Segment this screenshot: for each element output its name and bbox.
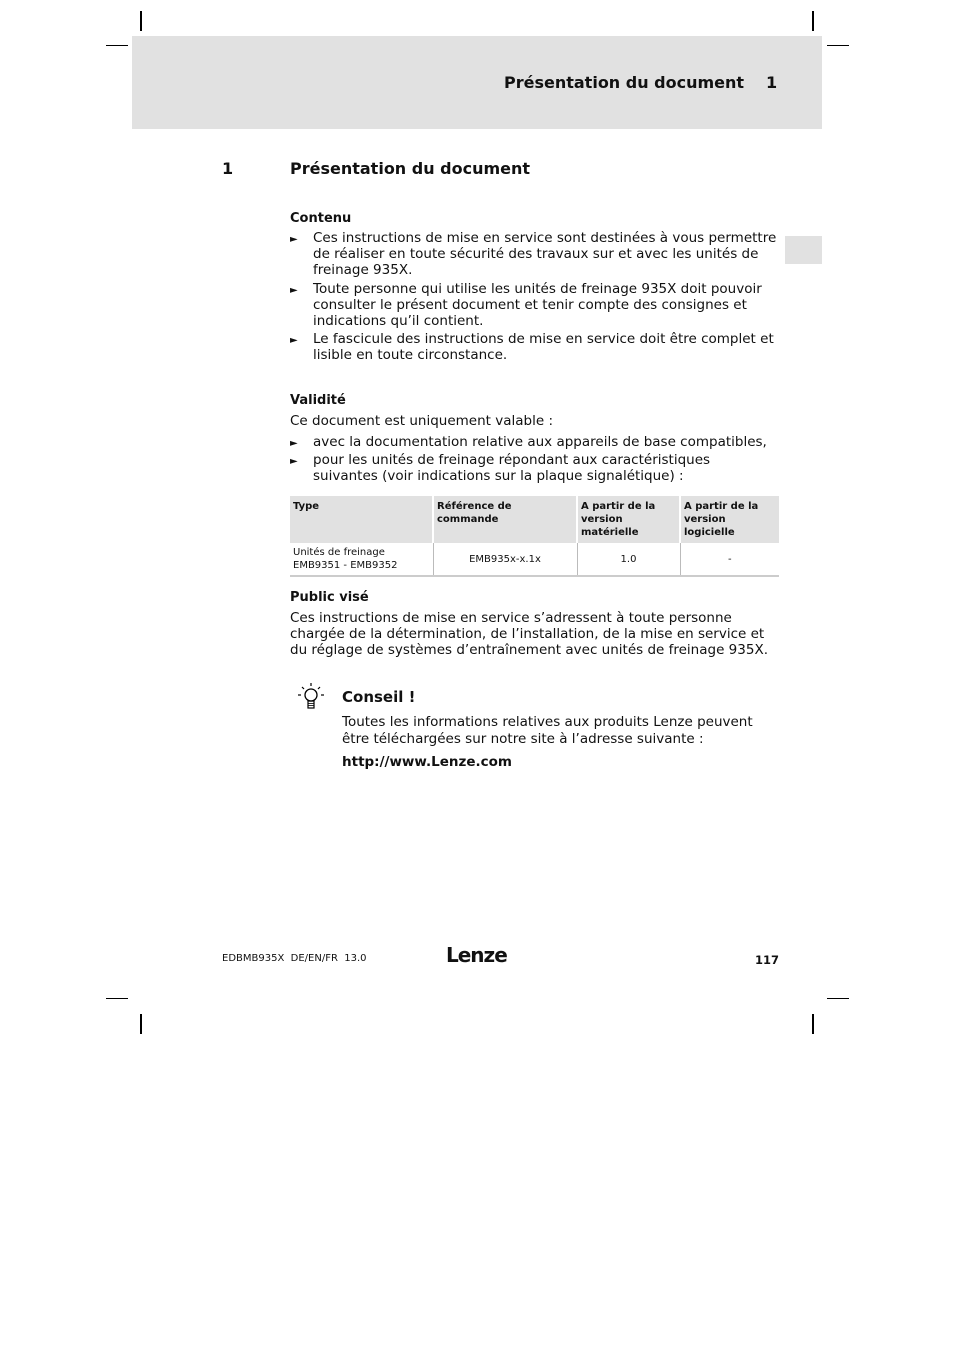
lenze-logo: Lenze (446, 943, 507, 967)
validite-intro: Ce document est uniquement valable : (290, 413, 553, 429)
tip-url-link[interactable]: http://www.Lenze.com (342, 754, 512, 770)
lightbulb-icon (296, 682, 326, 712)
tip-title: Conseil ! (342, 688, 416, 706)
bullet-arrow-icon: ► (290, 438, 298, 449)
bullet-text: pour les unités de freinage répondant aux caractéristiques suivantes (voir indications sur la plaque signalétique) : (313, 452, 711, 484)
chapter-tab (785, 236, 822, 264)
crop-mark (827, 45, 849, 46)
cell-hw-version: 1.0 (577, 543, 680, 576)
bullet-arrow-icon: ► (290, 335, 298, 346)
table-header-row (290, 496, 779, 543)
validite-heading: Validité (290, 393, 346, 408)
column-header-hw-version: A partir de la version matérielle (577, 496, 680, 543)
section-number: 1 (222, 159, 234, 178)
bullet-text: Ces instructions de mise en service sont destinées à vous permettre de réaliser en toute sécurité des travaux sur et avec les unités de freinage 935X. (313, 230, 777, 278)
public-text: Ces instructions de mise en service s’adressent à toute personne chargée de la détermination, de l’installation, de la mise en service et du réglage de systèmes d’entraînement avec unités de freinage 935X. (290, 610, 768, 658)
crop-mark (140, 11, 142, 31)
cell-sw-version: - (680, 543, 779, 576)
list-item (290, 230, 780, 278)
crop-mark (827, 998, 849, 999)
bullet-text: avec la documentation relative aux appareils de base compatibles, (313, 434, 767, 450)
column-header-sw-version: A partir de la version logicielle (680, 496, 779, 543)
validity-table (290, 496, 779, 577)
crop-mark (140, 1014, 142, 1034)
list-item (290, 434, 780, 450)
list-item (290, 331, 780, 363)
bullet-arrow-icon: ► (290, 456, 298, 467)
footer-doc-id-text: EDBMB935X DE/EN/FR 13.0 (222, 953, 367, 964)
table-row (290, 543, 779, 576)
contenu-heading: Contenu (290, 211, 352, 226)
bullet-arrow-icon: ► (290, 285, 298, 296)
list-item (290, 281, 780, 329)
header-chapter-number: 1 (766, 73, 778, 92)
tip-text: Toutes les informations relatives aux produits Lenze peuvent être téléchargées sur notre site à l’adresse suivante : (342, 714, 753, 747)
list-item (290, 452, 780, 484)
column-header-type: Type (290, 496, 433, 543)
header-title: Présentation du document (504, 73, 745, 92)
bullet-text: Toute personne qui utilise les unités de freinage 935X doit pouvoir consulter le présent document et tenir compte des consignes et indications qu’il contient. (313, 281, 762, 329)
bullet-arrow-icon: ► (290, 234, 298, 245)
crop-mark (106, 998, 128, 999)
section-title: Présentation du document (290, 159, 531, 178)
column-header-order-ref: Référence de commande (433, 496, 577, 543)
crop-mark (812, 1014, 814, 1034)
bullet-text: Le fascicule des instructions de mise en service doit être complet et lisible en toute circonstance. (313, 331, 774, 363)
cell-order-ref: EMB935x-x.1x (433, 543, 577, 576)
public-heading: Public visé (290, 590, 369, 605)
crop-mark (106, 45, 128, 46)
cell-type: Unités de freinage EMB9351 - EMB9352 (290, 543, 433, 576)
footer-doc-id (222, 953, 367, 964)
crop-mark (812, 11, 814, 31)
page-number: 117 (755, 953, 780, 967)
